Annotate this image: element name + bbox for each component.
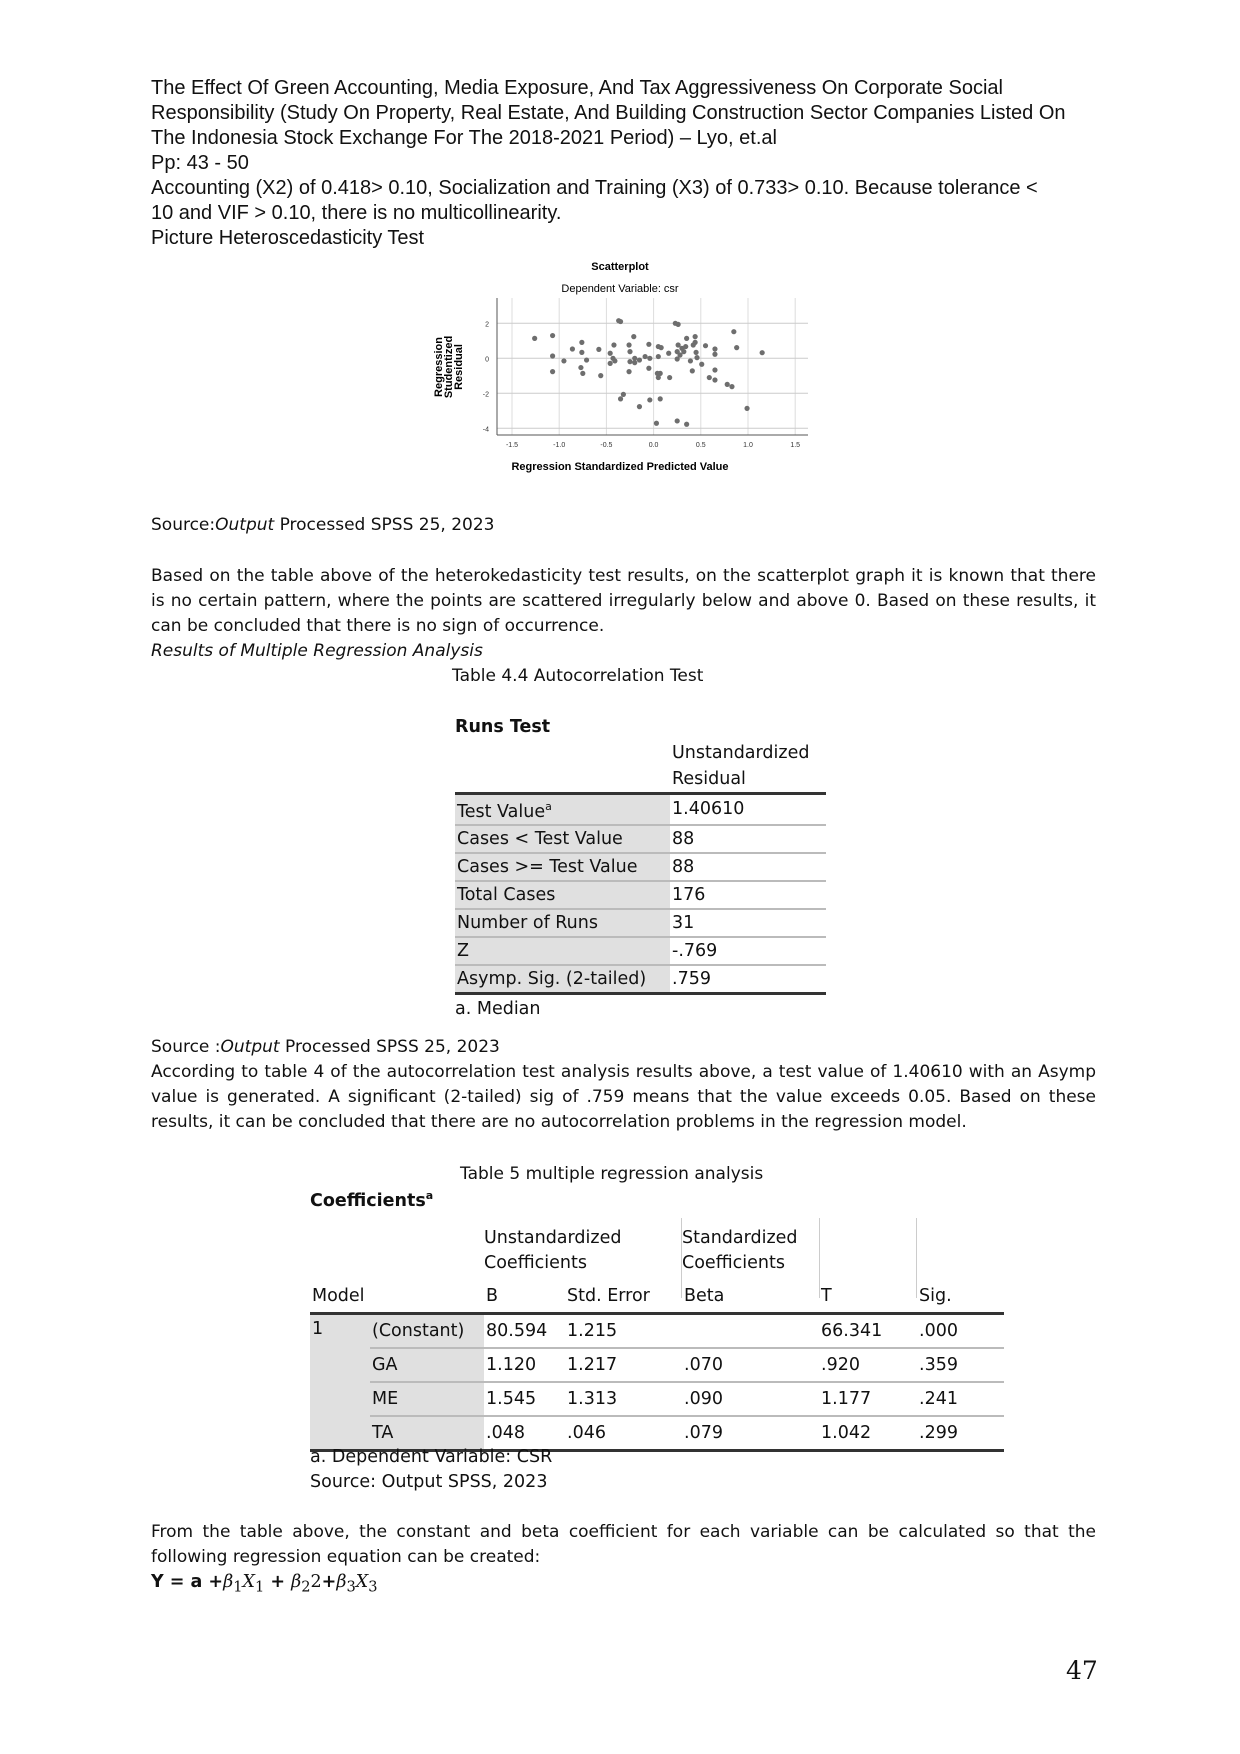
- column-header: Beta: [684, 1286, 725, 1306]
- chart-title: Scatterplot: [591, 261, 649, 273]
- data-point: [667, 375, 672, 380]
- eq-sub: 2: [301, 1578, 311, 1596]
- data-point: [646, 366, 651, 371]
- running-header: [151, 76, 1101, 251]
- x-tick-label: -1.0: [553, 442, 566, 449]
- table-title: [310, 1189, 433, 1211]
- column-header: B: [486, 1286, 499, 1306]
- data-point: [684, 336, 689, 341]
- data-point: [683, 344, 688, 349]
- table-row: [455, 881, 826, 909]
- data-point: [618, 396, 623, 401]
- eq-plus: +: [264, 1572, 292, 1592]
- data-point: [731, 329, 736, 334]
- data-point: [712, 367, 717, 372]
- column-header: Model: [312, 1286, 365, 1306]
- group-header: Coefficients: [682, 1253, 785, 1273]
- variable-name: ME: [370, 1382, 484, 1416]
- table-row: [310, 1382, 1004, 1416]
- data-point: [580, 371, 585, 376]
- source-note: [151, 513, 494, 538]
- footnote-marker: a: [545, 800, 552, 813]
- table-caption: Table 4.4 Autocorrelation Test: [452, 666, 704, 686]
- source-note: [151, 1035, 500, 1060]
- data-point: [637, 357, 642, 362]
- data-point: [725, 382, 730, 387]
- cell-sig: .359: [917, 1348, 1004, 1382]
- variable-name: TA: [370, 1416, 484, 1451]
- source-italic: Output: [220, 1037, 280, 1057]
- data-point: [693, 334, 698, 339]
- table-row: [455, 965, 826, 994]
- table-caption: Table 5 multiple regression analysis: [460, 1164, 764, 1184]
- data-point: [694, 355, 699, 360]
- data-point: [618, 319, 623, 324]
- page-number: 47: [1066, 1656, 1098, 1685]
- data-point: [676, 322, 681, 327]
- data-point: [690, 368, 695, 373]
- data-point: [712, 352, 717, 357]
- eq-beta: β: [336, 1572, 347, 1592]
- data-point: [561, 358, 566, 363]
- row-label: Number of Runs: [455, 909, 670, 937]
- paragraph: From the table above, the constant and beta coefficient for each variable can be calculated so that the following regression equation can be created:: [151, 1522, 1096, 1567]
- eq-beta: β: [291, 1572, 302, 1592]
- data-point: [643, 354, 648, 359]
- data-point: [729, 384, 734, 389]
- cell-t: 1.042: [819, 1416, 917, 1451]
- row-label: Total Cases: [455, 881, 670, 909]
- data-point: [621, 392, 626, 397]
- row-label: Cases >= Test Value: [455, 853, 670, 881]
- table-row: [310, 1348, 1004, 1382]
- header-row: [310, 1280, 1004, 1314]
- data-point: [693, 340, 698, 345]
- data-point: [744, 406, 749, 411]
- cell-b: 1.545: [484, 1382, 565, 1416]
- source-rest: Processed SPSS 25, 2023: [274, 515, 495, 535]
- model-number: 1: [310, 1314, 370, 1451]
- column-header: Unstandardized: [672, 743, 810, 763]
- data-point: [647, 397, 652, 402]
- header-line: Responsibility (Study On Property, Real Estate, And Building Construction Sector Companies Listed On: [151, 102, 1066, 124]
- table-footnote: a. Median: [455, 998, 541, 1019]
- data-point: [693, 350, 698, 355]
- cell-se: 1.215: [565, 1314, 682, 1349]
- table-notes: [310, 1445, 552, 1495]
- data-point: [734, 345, 739, 350]
- data-point: [658, 396, 663, 401]
- data-point: [550, 353, 555, 358]
- data-point: [699, 362, 704, 367]
- data-point: [608, 361, 613, 366]
- eq-plus: +: [321, 1572, 337, 1592]
- data-point: [688, 358, 693, 363]
- data-point: [712, 377, 717, 382]
- y-axis-label: Regression: [433, 337, 445, 397]
- eq-sub: 1: [233, 1578, 243, 1596]
- data-point: [666, 351, 671, 356]
- row-label: Asymp. Sig. (2-tailed): [455, 965, 670, 994]
- header-line: The Indonesia Stock Exchange For The 2018-2021 Period) – Lyo, et.al: [151, 127, 777, 149]
- row-value: 176: [670, 881, 826, 909]
- row-label: Z: [455, 937, 670, 965]
- y-axis-label: Residual: [453, 344, 465, 390]
- data-point: [579, 350, 584, 355]
- header-line: The Effect Of Green Accounting, Media Exposure, And Tax Aggressiveness On Corporate Social: [151, 77, 1003, 99]
- cell-b: .048: [484, 1416, 565, 1451]
- x-tick-label: 1.0: [743, 442, 753, 449]
- y-tick-label: 2: [485, 321, 489, 329]
- data-point: [703, 343, 708, 348]
- table-row: [455, 794, 826, 825]
- data-point: [654, 421, 659, 426]
- eq-x: 2: [310, 1572, 322, 1592]
- data-point: [760, 350, 765, 355]
- data-point: [570, 346, 575, 351]
- cell-se: .046: [565, 1416, 682, 1451]
- data-point: [675, 418, 680, 423]
- table-row: [455, 853, 826, 881]
- x-tick-label: 0.0: [648, 442, 659, 449]
- data-point: [626, 342, 631, 347]
- eq-x: X: [355, 1572, 369, 1592]
- data-point: [598, 373, 603, 378]
- data-point: [637, 404, 642, 409]
- data-point: [631, 334, 636, 339]
- header-pages: Pp: 43 - 50: [151, 152, 249, 174]
- picture-caption: Picture Heteroscedasticity Test: [151, 227, 425, 249]
- column-header: Residual: [672, 769, 746, 789]
- cell-b: 80.594: [484, 1314, 565, 1349]
- data-point: [579, 340, 584, 345]
- cell-sig: .241: [917, 1382, 1004, 1416]
- variable-name: GA: [370, 1348, 484, 1382]
- source-prefix: Source:: [151, 515, 216, 535]
- table-row: [310, 1314, 1004, 1349]
- table-row: [455, 825, 826, 853]
- column-header: Sig.: [919, 1286, 952, 1306]
- row-value: -.769: [670, 937, 826, 965]
- paragraph: Based on the table above of the heterokedasticity test results, on the scatterplot graph it is known that there is no certain pattern, where the points are scattered irregularly below and above 0. Based on these results, it can be concluded that there is no sign of occurrence.: [151, 566, 1096, 636]
- cell-beta: .090: [682, 1382, 819, 1416]
- column-header: Std. Error: [567, 1286, 650, 1306]
- cell-sig: .000: [917, 1314, 1004, 1349]
- variable-name: (Constant): [370, 1314, 484, 1349]
- chart-grid: [497, 298, 808, 435]
- data-point: [659, 345, 664, 350]
- eq-sub: 3: [368, 1578, 378, 1596]
- column-header: T: [821, 1286, 832, 1306]
- group-header: Unstandardized: [484, 1228, 622, 1248]
- data-point: [647, 356, 652, 361]
- chart-ticks: [483, 321, 800, 449]
- data-point: [550, 369, 555, 374]
- table-row: [455, 909, 826, 937]
- eq-x: X: [242, 1572, 255, 1592]
- data-point: [626, 369, 631, 374]
- data-point: [550, 333, 555, 338]
- source-prefix: Source :: [151, 1037, 221, 1057]
- chart-points: [532, 318, 765, 427]
- data-point: [627, 359, 632, 364]
- x-tick-label: 0.5: [695, 442, 706, 449]
- data-point: [684, 422, 689, 427]
- data-point: [707, 375, 712, 380]
- eq-beta: β: [223, 1572, 234, 1592]
- row-value: 31: [670, 909, 826, 937]
- cell-t: .920: [819, 1348, 917, 1382]
- data-point: [658, 371, 663, 376]
- table-title: Runs Test: [455, 717, 551, 737]
- row-value: .759: [670, 965, 826, 994]
- eq-sub: 3: [346, 1578, 356, 1596]
- x-tick-label: -0.5: [600, 442, 613, 449]
- chart-subtitle: Dependent Variable: csr: [561, 283, 679, 295]
- intro-line: 10 and VIF > 0.10, there is no multicollinearity.: [151, 202, 562, 224]
- data-point: [611, 342, 616, 347]
- data-point: [578, 365, 583, 370]
- table-row: [455, 937, 826, 965]
- table-footnote: a. Dependent Variable: CSR: [310, 1447, 553, 1467]
- cell-se: 1.313: [565, 1382, 682, 1416]
- data-point: [712, 346, 717, 351]
- data-point: [632, 360, 637, 365]
- data-point: [646, 342, 651, 347]
- scatterplot-figure: [430, 255, 830, 485]
- cell-t: 1.177: [819, 1382, 917, 1416]
- cell-beta: .079: [682, 1416, 819, 1451]
- cell-se: 1.217: [565, 1348, 682, 1382]
- row-value: 1.40610: [670, 794, 826, 825]
- cell-t: 66.341: [819, 1314, 917, 1349]
- source-italic: Output: [215, 515, 275, 535]
- row-label: Cases < Test Value: [455, 825, 670, 853]
- y-tick-label: -2: [482, 391, 489, 399]
- intro-line: Accounting (X2) of 0.418> 0.10, Socialization and Training (X3) of 0.733> 0.10. Because tolerance <: [151, 177, 1038, 199]
- row-label: Test Value: [457, 801, 546, 822]
- runs-test-table: [455, 714, 826, 1023]
- y-tick-label: 0: [485, 356, 489, 364]
- x-tick-label: -1.5: [505, 442, 519, 449]
- data-point: [596, 347, 601, 352]
- group-header: Coefficients: [484, 1253, 587, 1273]
- data-point: [532, 336, 537, 341]
- table-title-text: Coefficients: [310, 1190, 426, 1211]
- cell-sig: .299: [917, 1416, 1004, 1451]
- row-value: 88: [670, 825, 826, 853]
- eq-sub: 1: [254, 1578, 265, 1596]
- equation-lhs: Y = a +: [151, 1572, 224, 1592]
- x-tick-label: 1.5: [790, 442, 801, 449]
- cell-b: 1.120: [484, 1348, 565, 1382]
- regression-equation: [151, 1572, 377, 1596]
- cell-beta: [682, 1314, 819, 1349]
- data-point: [656, 354, 661, 359]
- data-point: [608, 351, 613, 356]
- data-point: [681, 349, 686, 354]
- row-value: 88: [670, 853, 826, 881]
- group-header: Standardized: [682, 1228, 798, 1248]
- y-axis-label: Studentized: [443, 335, 455, 399]
- y-tick-label: -4: [482, 426, 489, 434]
- table-source: Source: Output SPSS, 2023: [310, 1472, 548, 1492]
- x-axis-label: Regression Standardized Predicted Value: [511, 461, 729, 473]
- paragraph: According to table 4 of the autocorrelation test analysis results above, a test value of 1.40610 with an Asymp value is generated. A significant (2-tailed) sig of .759 means that the value exceeds 0.05. Based on these results, it can be concluded that there are no autocorrelation problems in the regression model.: [151, 1062, 1096, 1132]
- section-heading: Results of Multiple Regression Analysis: [151, 641, 483, 661]
- data-point: [612, 358, 617, 363]
- data-point: [627, 349, 632, 354]
- cell-beta: .070: [682, 1348, 819, 1382]
- footnote-marker: a: [425, 1189, 434, 1202]
- source-rest: Processed SPSS 25, 2023: [279, 1037, 500, 1057]
- data-point: [584, 357, 589, 362]
